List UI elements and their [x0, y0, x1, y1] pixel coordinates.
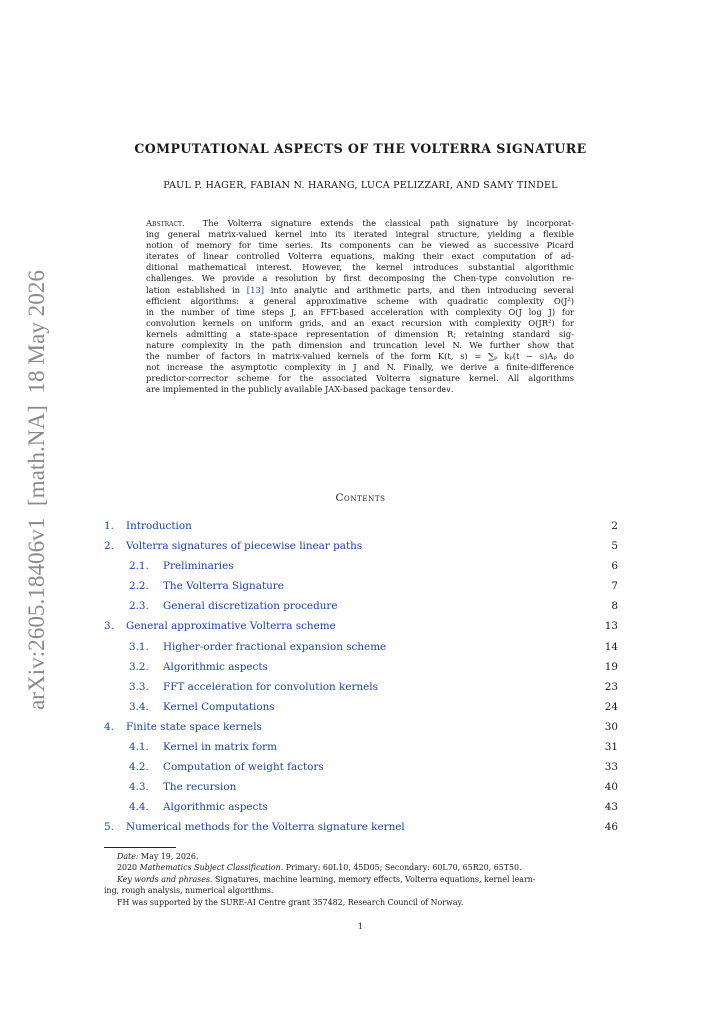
toc-entry-link[interactable]: Volterra signatures of piecewise linear paths — [126, 540, 363, 553]
abstract-line: predictor-corrector scheme for the associated Volterra signature kernel. All algorithms — [146, 373, 574, 384]
abstract — [146, 218, 574, 396]
toc-entry-link[interactable]: Computation of weight factors — [163, 761, 324, 774]
toc-entry-page: 7 — [611, 580, 618, 593]
toc-entry-link[interactable]: Preliminaries — [163, 560, 234, 573]
toc-entry-page: 8 — [611, 600, 618, 613]
toc-entry-link[interactable]: Algorithmic aspects — [163, 660, 268, 673]
toc-entry-number[interactable]: 2. — [104, 540, 114, 553]
toc-entry-page: 33 — [604, 761, 618, 774]
citation-link[interactable]: [13] — [246, 284, 264, 295]
abstract-line: nature complexity in the path dimension and truncation level N. We further show that — [146, 340, 574, 351]
toc-entry-link[interactable]: Finite state space kernels — [126, 720, 262, 733]
abstract-line: iterates of linear controlled Volterra equations, making their exact computation of ad- — [146, 251, 574, 262]
toc-entry[interactable] — [104, 659, 618, 679]
abstract-line: challenges. We provide a resolution by first decomposing the Chen-type convolution re- — [146, 273, 574, 284]
toc-entry-link[interactable]: Introduction — [126, 520, 192, 532]
paper-authors: PAUL P. HAGER, FABIAN N. HARANG, LUCA PELIZZARI, AND SAMY TINDEL — [163, 180, 558, 191]
abstract-line: are implemented in the publicly available JAX-based package tensordev. — [146, 384, 454, 395]
toc-entry-page: 5 — [611, 540, 618, 553]
toc-entry-number[interactable]: 2.2. — [129, 580, 149, 593]
footnote-keywords-cont: ing, rough analysis, numerical algorithms. — [104, 886, 274, 896]
toc-entry-page: 43 — [604, 801, 618, 814]
abstract-heading: Abstract. — [146, 218, 185, 228]
package-name: tensordev — [408, 385, 451, 395]
toc-entry[interactable] — [104, 799, 618, 819]
toc-entry-link[interactable]: The recursion — [163, 781, 237, 794]
footnote-rule — [104, 847, 176, 848]
toc-entry-number[interactable]: 4.1. — [129, 741, 149, 754]
toc-entry-link[interactable]: FFT acceleration for convolution kernels — [163, 680, 378, 693]
page-number: 1 — [357, 922, 364, 931]
toc-entry-link[interactable]: Algorithmic aspects — [163, 801, 268, 814]
abstract-line: ing general matrix-valued kernel into its iterated integral structure, yielding a flexible — [146, 229, 574, 240]
toc-entry-link[interactable]: Kernel in matrix form — [163, 741, 277, 754]
toc-entry[interactable] — [104, 598, 618, 618]
toc-entry-link[interactable]: Kernel Computations — [163, 700, 275, 713]
footnote-funding: FH was supported by the SURE-AI Centre grant 357482, Research Council of Norway. — [117, 897, 464, 907]
abstract-line: ditional mathematical interest. However, the kernel introduces substantial algorithmic — [146, 262, 574, 273]
toc-entry-link[interactable]: Numerical methods for the Volterra signature kernel — [126, 821, 405, 834]
toc-entry-page: 2 — [611, 520, 618, 532]
toc-entry[interactable] — [104, 518, 618, 538]
abstract-line: notion of memory for time series. Its components can be viewed as successive Picard — [146, 240, 574, 251]
toc-entry-number[interactable]: 3.1. — [129, 640, 149, 653]
toc-entry[interactable] — [104, 759, 618, 779]
toc-entry-number[interactable]: 4. — [104, 720, 114, 733]
toc-entry-page: 31 — [604, 741, 618, 754]
toc-entry-number[interactable]: 3.2. — [129, 660, 149, 673]
footnotes — [104, 851, 620, 908]
toc-entry-link[interactable]: General approximative Volterra scheme — [126, 620, 336, 633]
toc-entry[interactable] — [104, 538, 618, 558]
toc-entry-page: 13 — [604, 620, 618, 633]
toc-entry[interactable] — [104, 819, 618, 839]
toc-entry-page: 30 — [604, 720, 618, 733]
toc-entry-number[interactable]: 3.4. — [129, 700, 149, 713]
abstract-line: not increase the asymptotic complexity in J and N. Finally, we derive a finite-difference — [146, 362, 574, 373]
abstract-line: efficient algorithms: a general approximative scheme with quadratic complexity O(J²) — [146, 295, 574, 306]
abstract-line: convolution kernels on uniform grids, and an exact recursion with complexity O(JR²) for — [146, 317, 574, 328]
toc-entry[interactable] — [104, 779, 618, 799]
toc-entry-number[interactable]: 5. — [104, 821, 114, 834]
toc-entry[interactable] — [104, 578, 618, 598]
toc-entry-number[interactable]: 4.4. — [129, 801, 149, 814]
toc-entry-number[interactable]: 2.3. — [129, 600, 149, 613]
toc-entry[interactable] — [104, 618, 618, 638]
toc-entry[interactable] — [104, 739, 618, 759]
toc-entry-page: 40 — [604, 781, 618, 794]
contents-heading: Contents — [335, 492, 386, 504]
toc-entry-number[interactable]: 4.3. — [129, 781, 149, 794]
table-of-contents — [104, 518, 618, 840]
abstract-line: Abstract. The Volterra signature extends the classical path signature by incorporat- — [146, 218, 575, 228]
toc-entry-link[interactable]: General discretization procedure — [163, 600, 338, 613]
toc-entry-page: 23 — [604, 680, 618, 693]
toc-entry[interactable] — [104, 719, 618, 739]
toc-entry[interactable] — [104, 558, 618, 578]
paper-title: COMPUTATIONAL ASPECTS OF THE VOLTERRA SIGNATURE — [134, 141, 587, 156]
toc-entry-number[interactable]: 3.3. — [129, 680, 149, 693]
toc-entry-page: 19 — [604, 660, 618, 673]
arxiv-stamp — [14, 270, 54, 710]
abstract-line: in the number of time steps J, an FFT-based acceleration with complexity O(J log J) for — [146, 306, 574, 317]
toc-entry-page: 14 — [604, 640, 618, 653]
footnote-keywords: Key words and phrases. Signatures, machine learning, memory effects, Volterra equations, kernel learn- — [117, 874, 536, 884]
toc-entry-number[interactable]: 3. — [104, 620, 114, 633]
toc-entry[interactable] — [104, 699, 618, 719]
toc-entry-page: 24 — [604, 700, 618, 713]
toc-entry[interactable] — [104, 639, 618, 659]
abstract-line-with-citation[interactable]: lation established in [13] into analytic and arithmetic parts, and then introducing several — [146, 284, 574, 295]
toc-entry-link[interactable]: Higher-order fractional expansion scheme — [163, 640, 387, 653]
toc-entry[interactable] — [104, 679, 618, 699]
abstract-line: kernels admitting a state-space representation of dimension R; retaining standard sig- — [146, 328, 574, 339]
abstract-line: the number of factors in matrix-valued kernels of the form K(t, s) = ∑ₚ kₚ(t − s)Aₚ do — [146, 351, 574, 362]
toc-entry-link[interactable]: The Volterra Signature — [163, 580, 284, 593]
footnote-date: Date: May 19, 2026. — [117, 852, 199, 861]
footnote-msc: 2020 Mathematics Subject Classification. Primary: 60L10, 45D05; Secondary: 60L70, 65R20, 65T50. — [117, 863, 522, 873]
toc-entry-page: 6 — [611, 560, 618, 573]
toc-entry-number[interactable]: 4.2. — [129, 761, 149, 774]
arxiv-stamp-text: arXiv:2605.18406v1 [math.NA] 18 May 2026 — [24, 270, 50, 710]
toc-entry-number[interactable]: 1. — [104, 520, 114, 532]
toc-entry-page: 46 — [604, 821, 618, 834]
toc-entry-number[interactable]: 2.1. — [129, 560, 149, 573]
